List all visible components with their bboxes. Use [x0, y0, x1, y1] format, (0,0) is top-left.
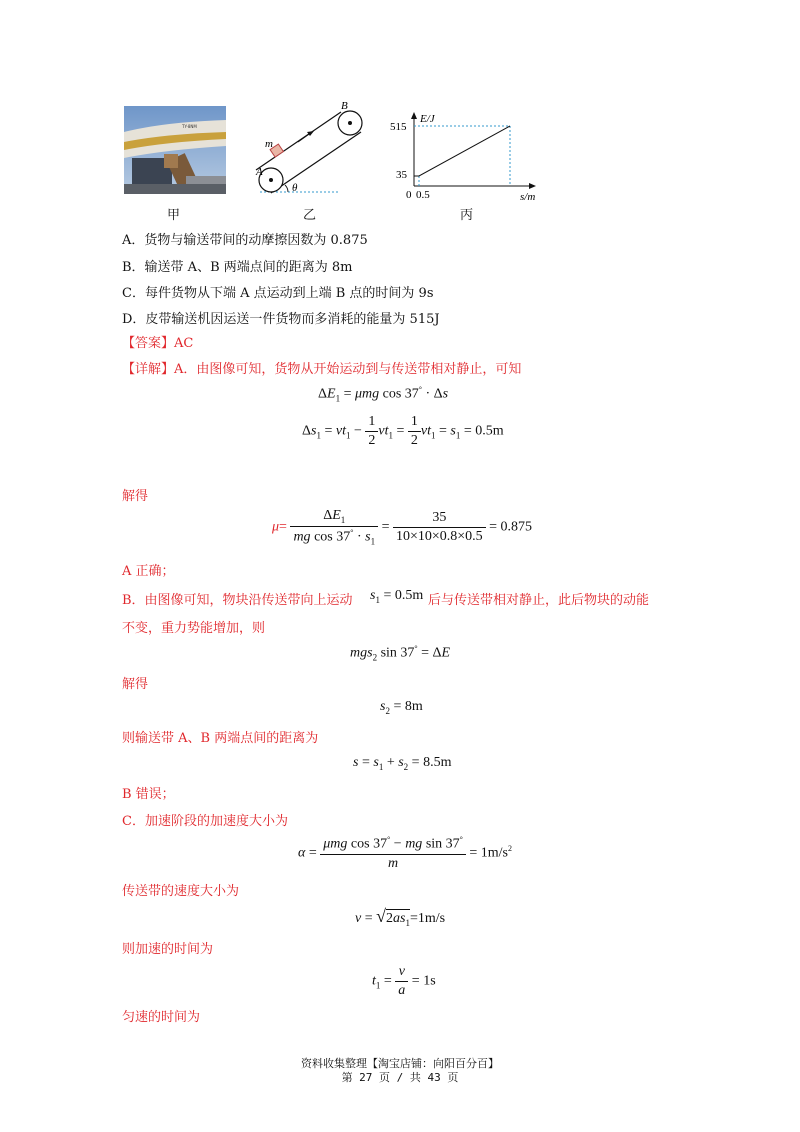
- label-theta: θ: [292, 182, 298, 194]
- plane-text: TY-8NM: [182, 124, 197, 129]
- equation-mu: μ= $\frac{\Delta E_1}{mg \cos 37^\circ \cdot s_1}$ = $\frac{35}{10\times 10\times 0.8\times 0.5}$ = 0.875: [272, 508, 533, 547]
- label-b: B: [341, 100, 348, 112]
- answer-line: 【答案】AC: [122, 336, 194, 351]
- photo-image: [124, 106, 226, 194]
- equation-s1-inline: $s_1 = 0.5m$: [370, 588, 424, 605]
- caption-jia: 甲: [167, 208, 181, 223]
- option-b: B．输送带 A、B 两端点间的距离为 8m: [122, 260, 353, 275]
- caption-yi: 乙: [303, 208, 317, 223]
- equation-delta-s1: $\Delta s_1 = vt_1$ − $\frac{1}{2}$ $vt_1$ = $\frac{1}{2}$ $vt_1 = s_1 = 0.5m$: [302, 414, 504, 448]
- accel-time-text: 则加速的时间为: [122, 942, 214, 957]
- caption-bing: 丙: [460, 208, 474, 223]
- equation-delta-e1: $\Delta E_1 = \mu mg$ cos 37° · Δs: [318, 385, 449, 404]
- x-axis-label: s/m: [520, 191, 536, 202]
- b-line1-post: 后与传送带相对静止，此后物块的动能: [428, 593, 650, 608]
- label-a: A: [256, 166, 263, 178]
- a-correct: A 正确；: [122, 564, 175, 579]
- footer-page-number: 第 27 页 / 共 43 页: [341, 1071, 459, 1084]
- energy-graph-svg: [384, 110, 544, 202]
- photo-figure: [124, 106, 226, 194]
- uniform-time-text: 匀速的时间为: [122, 1010, 201, 1025]
- c-intro: C．加速阶段的加速度大小为: [122, 814, 288, 829]
- equation-velocity: $v = √2as_1=1m/s$: [355, 906, 446, 928]
- option-a: A．货物与输送带间的动摩擦因数为 0.875: [122, 233, 368, 248]
- jiede-2: 解得: [122, 677, 149, 692]
- y-tick-35: 35: [396, 169, 407, 181]
- conveyor-svg: [252, 96, 372, 200]
- x-tick-05: 0.5: [416, 189, 430, 201]
- b-line1-pre: B．由图像可知，物块沿传送带向上运动: [122, 593, 353, 608]
- option-d: D．皮带输送机因运送一件货物而多消耗的能量为 515J: [122, 312, 440, 327]
- y-tick-515: 515: [390, 121, 407, 133]
- equation-s-total: $s = s_1 + s_2 = 8.5m$: [353, 755, 452, 772]
- footer-source: 资料收集整理【淘宝店铺：向阳百分百】: [301, 1057, 499, 1070]
- conveyor-diagram: [252, 96, 372, 200]
- y-axis-label: E/J: [420, 113, 435, 125]
- energy-graph: [384, 110, 544, 202]
- energy-curve: [414, 126, 510, 176]
- equation-mgs2: mgs$_2$ sin 37° = ΔE: [350, 644, 451, 663]
- ab-distance-text: 则输送带 A、B 两端点间的距离为: [122, 731, 319, 746]
- x-tick-0: 0: [406, 189, 412, 201]
- equation-acceleration: α = $\frac{\mu mg \cos 37^\circ - mg \sin 37^\circ}{m}$ = $1m/s^2$: [298, 835, 512, 871]
- equation-t1: $t_1$ = $\frac{v}{a}$ = 1s: [372, 964, 436, 998]
- b-line2: 不变，重力势能增加，则: [122, 621, 266, 636]
- jiede-1: 解得: [122, 489, 149, 504]
- option-c: C．每件货物从下端 A 点运动到上端 B 点的时间为 9s: [122, 286, 434, 301]
- belt-speed-text: 传送带的速度大小为: [122, 884, 240, 899]
- b-wrong: B 错误；: [122, 787, 175, 802]
- label-m: m: [265, 138, 273, 150]
- equation-s2: $s_2 = 8m$: [380, 699, 423, 716]
- detail-intro: 【详解】A．由图像可知，货物从开始运动到与传送带相对静止，可知: [122, 362, 522, 377]
